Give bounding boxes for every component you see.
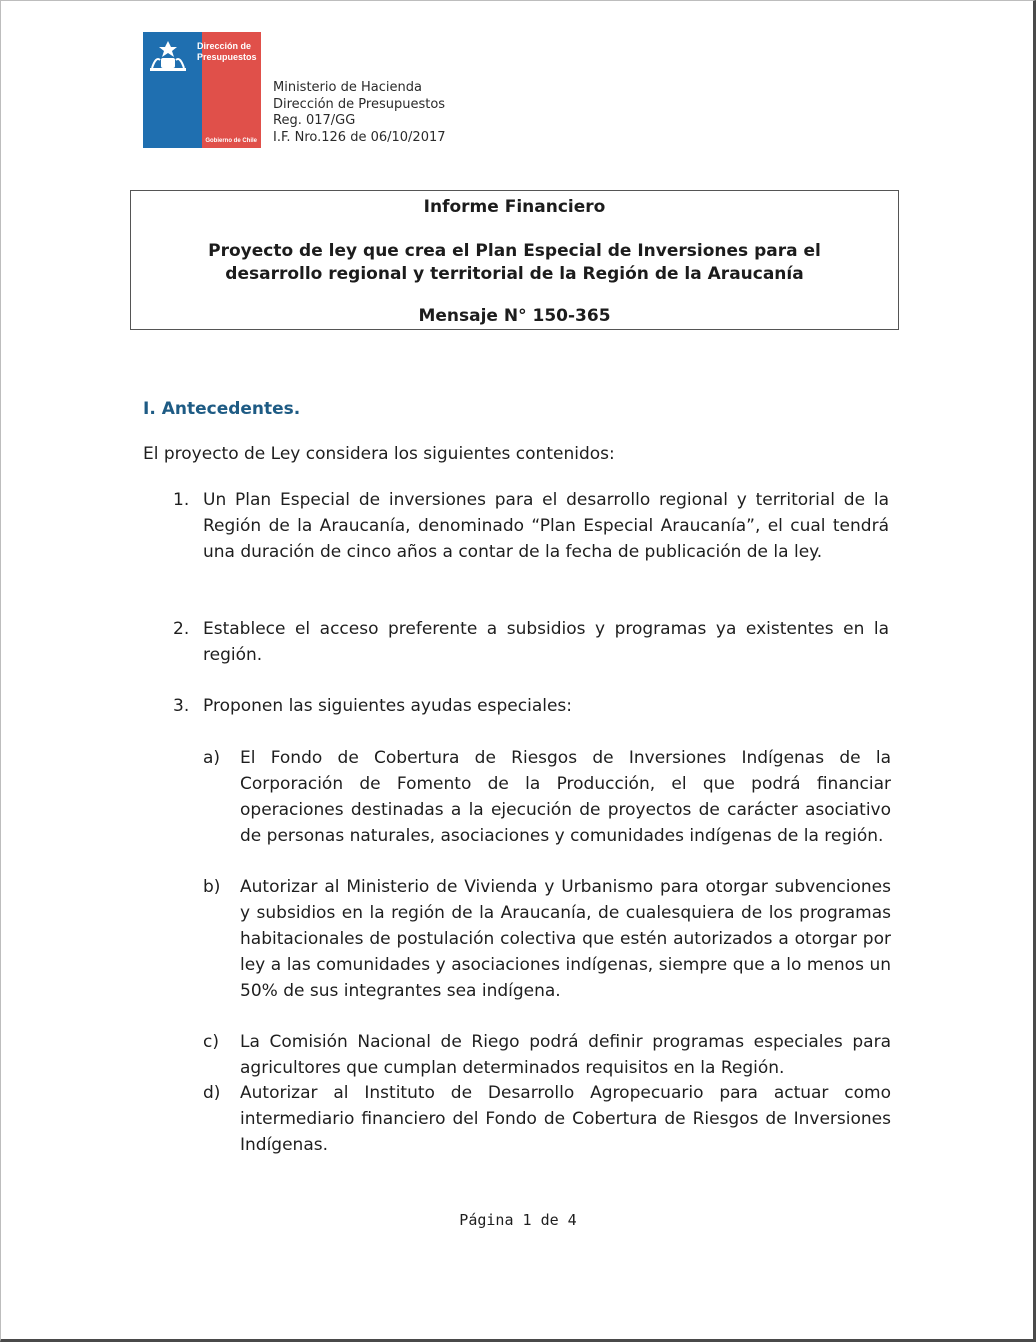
project-title-line1: Proyecto de ley que crea el Plan Especial de Inversiones para el (208, 241, 821, 261)
direction-name: Dirección de Presupuestos (273, 96, 446, 112)
list-item-number: 2. (173, 619, 190, 639)
project-title-line2: desarrollo regional y territorial de la Región de la Araucanía (225, 264, 804, 284)
logo-title-line1: Dirección de (197, 41, 252, 51)
list-item-text: Establece el acceso preferente a subsidios y programas ya existentes en la región. (203, 619, 889, 665)
project-title (131, 240, 898, 286)
sub-list-item-text: Autorizar al Ministerio de Vivienda y Urbanismo para otorgar subvenciones y subsidios en la región de la Araucanía, de cualesquiera de los programas habitacionales de postulación colectiva que estén autorizados a otorgar por ley a las comunidades y asociaciones indígenas, siempre que a lo menos un 50% de sus integrantes sea indígena. (240, 877, 891, 1001)
list-item-text: Proponen las siguientes ayudas especiales: (203, 696, 573, 716)
logo-blue-panel (143, 32, 202, 148)
sub-list-item-letter: d) (203, 1083, 221, 1103)
section-intro: El proyecto de Ley considera los siguientes contenidos: (143, 444, 615, 464)
list-item-number: 3. (173, 696, 190, 716)
title-box (130, 190, 899, 330)
message-number: Mensaje N° 150-365 (418, 306, 611, 326)
logo-title (197, 41, 259, 63)
sub-list-item-letter: c) (203, 1032, 219, 1052)
page-number: Página 1 de 4 (459, 1211, 577, 1229)
report-title: Informe Financiero (423, 197, 606, 217)
sub-list-item (203, 1080, 891, 1158)
sub-list-item (203, 1029, 891, 1081)
header-meta (273, 80, 446, 146)
list-item-text: Un Plan Especial de inversiones para el desarrollo regional y territorial de la Región de la Araucanía, denominado “Plan Especial Araucanía”, el cual tendrá una duración de cinco años a contar de la fecha de publicación de la ley. (203, 490, 889, 562)
logo-footer: Gobierno de Chile (205, 138, 257, 144)
sub-list-item-letter: b) (203, 877, 221, 897)
list-item-number: 1. (173, 490, 190, 510)
coat-of-arms-icon (148, 38, 188, 72)
report-number: I.F. Nro.126 de 06/10/2017 (273, 129, 446, 145)
dipres-logo (143, 32, 261, 148)
sub-list-item-text: Autorizar al Instituto de Desarrollo Agropecuario para actuar como intermediario financiero del Fondo de Cobertura de Riesgos de Inversiones Indígenas. (240, 1083, 891, 1155)
sub-list-item (203, 745, 891, 875)
ministry-name: Ministerio de Hacienda (273, 80, 422, 95)
list-item (173, 487, 889, 591)
logo-title-line2: Presupuestos (197, 52, 257, 62)
sub-list-item-text: El Fondo de Cobertura de Riesgos de Inversiones Indígenas de la Corporación de Fomento de la Producción, el que podrá financiar operaciones destinadas a la ejecución de proyectos de carácter asociativo de personas naturales, asociaciones y comunidades indígenas de la región. (240, 748, 891, 846)
list-item (173, 616, 889, 668)
sub-list-item (203, 874, 891, 1030)
sub-list-item-letter: a) (203, 748, 221, 768)
section-heading: I. Antecedentes. (143, 399, 301, 419)
registry-number: Reg. 017/GG (273, 113, 356, 128)
sub-list-item-text: La Comisión Nacional de Riego podrá definir programas especiales para agricultores que cumplan determinados requisitos en la Región. (240, 1032, 891, 1078)
list-item (173, 693, 889, 719)
